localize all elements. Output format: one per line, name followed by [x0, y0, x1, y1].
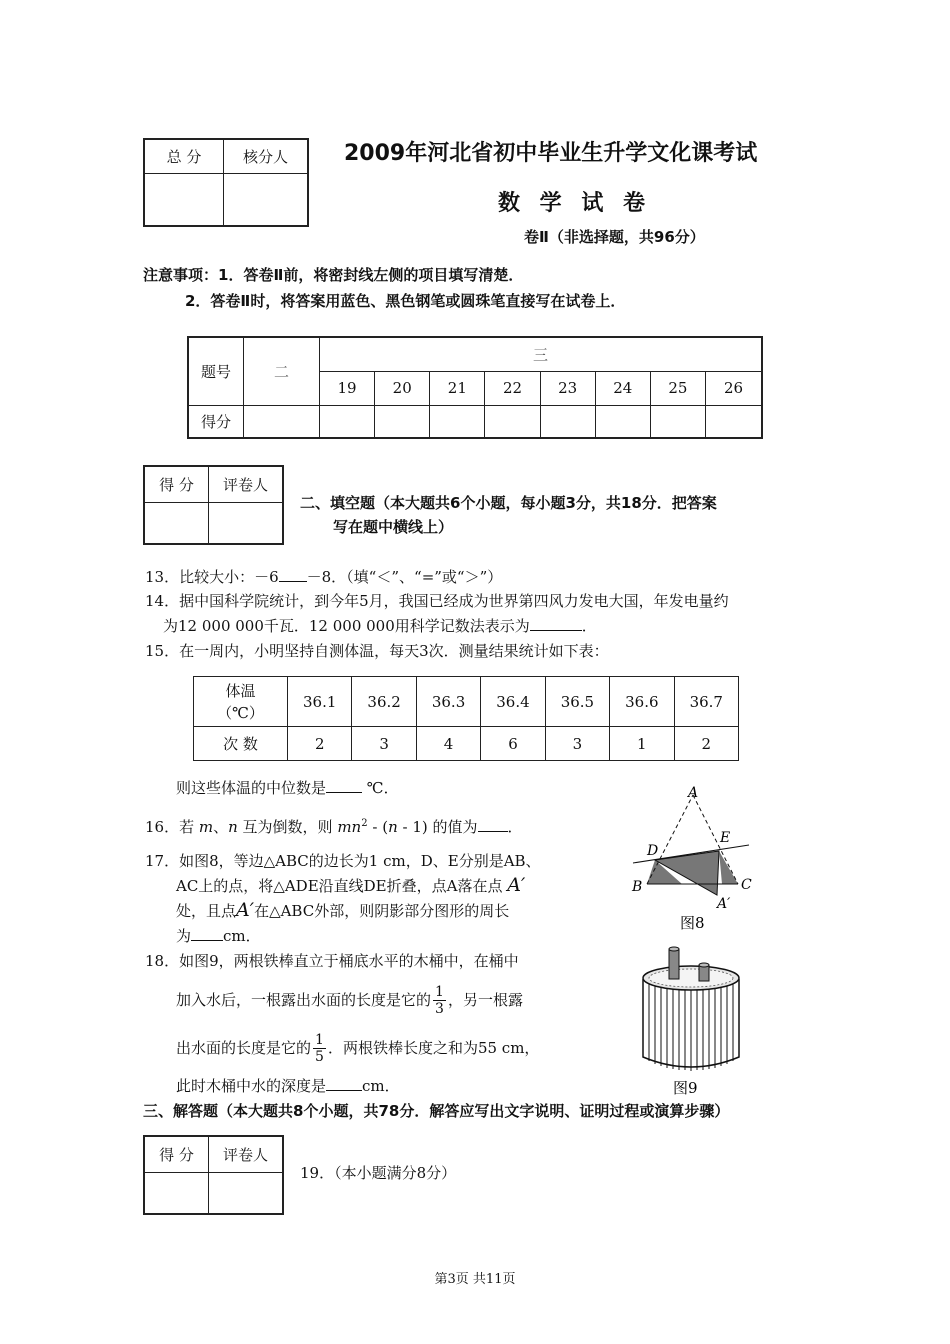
fig8-label-b: B: [632, 879, 643, 895]
q17-line3a: 处，且点: [176, 902, 237, 920]
q18-answer-blank[interactable]: [326, 1074, 362, 1091]
fig8-caption: 图8: [680, 914, 705, 932]
score-table-section3: 三: [320, 337, 763, 371]
q15-answer-a: 则这些体温的中位数是: [176, 779, 327, 797]
q16-b: 互为倒数，则: [237, 818, 338, 836]
total-score-box: [143, 138, 309, 227]
score-field-q21[interactable]: [430, 405, 485, 438]
fig8-label-d: D: [647, 843, 659, 859]
q17-line2-text: AC上的点，将△ADE沿直线DE折叠，点A落在点: [176, 877, 503, 895]
score-field-q26[interactable]: [705, 405, 762, 438]
score-table-q23: 23: [540, 371, 595, 405]
fig8-label-e: E: [720, 830, 731, 846]
notes-line-2: 2．答卷Ⅱ时，将答案用蓝色、黑色钢笔或圆珠笔直接写在试卷上．: [185, 292, 626, 310]
score-checker-label: 核分人: [224, 139, 309, 173]
score-table-q26: 26: [705, 371, 762, 405]
total-score-field[interactable]: [144, 173, 224, 226]
question-19: 19．（本小题满分8分）: [300, 1164, 457, 1182]
question-17-line1: 17．如图8，等边△ABC的边长为1 cm，D、E分别是AB、: [145, 852, 541, 870]
q16-end: ．: [507, 818, 523, 836]
q18-frac1-num: 1: [435, 983, 444, 1000]
fig9-rod-tall: [669, 949, 679, 979]
fig8-label-aprime: A′: [717, 896, 731, 912]
section2-heading-line2: 写在题中横线上）: [333, 518, 454, 536]
score-table-q25: 25: [650, 371, 705, 405]
count-cell: 3: [545, 727, 609, 761]
q16-sep: 、: [213, 818, 229, 836]
q14-line2-end: ．: [581, 617, 597, 635]
q18-frac1-den: 3: [435, 1000, 444, 1017]
score-table-q19: 19: [320, 371, 375, 405]
q16-expr-end: - 1) 的值为: [397, 818, 478, 836]
grader-name-field[interactable]: [209, 1172, 284, 1214]
q17-line3b: 在△ABC外部，则阴影部分图形的周长: [254, 902, 510, 920]
count-cell: 3: [352, 727, 416, 761]
q18-line4a: 此时木桶中水的深度是: [176, 1077, 327, 1095]
score-checker-field[interactable]: [224, 173, 309, 226]
question-17-line2: [176, 874, 525, 897]
page-footer: 第3页 共11页: [434, 1272, 516, 1287]
question-14-line2: [163, 614, 597, 637]
score-field-q25[interactable]: [650, 405, 705, 438]
count-cell: 6: [481, 727, 545, 761]
temp-label-b: （℃）: [217, 703, 264, 722]
question-14-line1: 14．据中国科学院统计，到今年5月，我国已经成为世界第四风力发电大国，年发电量约: [145, 592, 729, 610]
score-table-section2: 二: [244, 337, 320, 405]
question-17-line3: [176, 899, 509, 922]
q17-answer-blank[interactable]: [191, 924, 223, 941]
score-field-q19[interactable]: [320, 405, 375, 438]
temp-cell: 36.3: [416, 677, 480, 727]
fig8-label-c: C: [741, 877, 752, 893]
grader-score-label: 得 分: [144, 1136, 209, 1172]
fig9-water-surface: [649, 969, 733, 987]
question-18-line4: [176, 1074, 400, 1097]
score-table-q20: 20: [375, 371, 430, 405]
q14-line2-text: 为12 000 000千瓦．12 000 000用科学记数法表示为: [163, 617, 530, 635]
temp-cell: 36.2: [352, 677, 416, 727]
question-13: [145, 565, 502, 588]
temperature-table: [193, 676, 739, 761]
q18-frac2-den: 5: [315, 1048, 324, 1065]
q15-answer-b: ℃．: [362, 779, 399, 797]
q18-line2a: 加入水后，一根露出水面的长度是它的: [176, 991, 432, 1009]
grader-score-field[interactable]: [144, 1172, 209, 1214]
q17-aprime-2: A′: [236, 899, 255, 921]
exam-subtitle: 数 学 试 卷: [498, 191, 651, 216]
grader-score-label: 得 分: [144, 466, 209, 502]
question-18-line1: 18．如图9，两根铁棒直立于桶底水平的木桶中，在桶中: [145, 952, 519, 970]
fig9-caption: 图9: [673, 1079, 698, 1097]
question-15-answer: [176, 776, 399, 799]
q14-answer-blank[interactable]: [530, 614, 582, 631]
q18-line4b: cm．: [362, 1077, 400, 1095]
score-field-section2[interactable]: [244, 405, 320, 438]
q13-text-a: 13．比较大小：－6: [145, 568, 279, 586]
count-cell: 4: [416, 727, 480, 761]
q16-expr-mn: mn: [337, 818, 362, 836]
score-table-q21: 21: [430, 371, 485, 405]
grader-name-label: 评卷人: [209, 1136, 284, 1172]
q16-sup: 2: [361, 818, 368, 829]
temp-label-a: 体温: [225, 681, 256, 700]
fig8-label-a: A: [688, 785, 699, 801]
grader-box-q19: [143, 1135, 284, 1215]
question-15-text: 15．在一周内，小明坚持自测体温，每天3次．测量结果统计如下表：: [145, 642, 609, 660]
question-18-line2: [176, 978, 523, 1022]
grader-box-section2: [143, 465, 284, 545]
count-row-label: 次 数: [194, 727, 288, 761]
temp-cell: 36.5: [545, 677, 609, 727]
question-17-line4: [176, 924, 261, 947]
q17-line4a: 为: [176, 927, 192, 945]
score-field-q24[interactable]: [595, 405, 650, 438]
total-score-label: 总 分: [144, 139, 224, 173]
notes-line-1: 注意事项：1．答卷Ⅱ前，将密封线左侧的项目填写清楚．: [143, 266, 524, 284]
q13-answer-blank[interactable]: [279, 565, 307, 582]
fig9-rod-tall-top: [669, 947, 679, 951]
score-field-q23[interactable]: [540, 405, 595, 438]
q18-fraction-1: [433, 984, 446, 1017]
count-cell: 2: [288, 727, 352, 761]
q13-text-b: －8．（填“＜”、“=”或“＞”）: [306, 568, 503, 586]
count-cell: 1: [610, 727, 674, 761]
q16-n: n: [228, 818, 238, 836]
q15-answer-blank[interactable]: [326, 776, 362, 793]
temp-row-label: [194, 677, 288, 727]
score-table-number-label: 题号: [188, 337, 244, 405]
q16-a: 16．若: [145, 818, 199, 836]
q18-line3a: 出水面的长度是它的: [176, 1039, 312, 1057]
section2-heading-line1: 二、填空题（本大题共6个小题，每小题3分，共18分．把答案: [300, 494, 717, 512]
q16-expr-rest: - (: [367, 818, 389, 836]
score-table-q22: 22: [485, 371, 540, 405]
figure-8: [625, 780, 760, 935]
section3-heading: 三、解答题（本大题共8个小题，共78分．解答应写出文字说明、证明过程或演算步骤）: [143, 1102, 730, 1120]
temp-cell: 36.4: [481, 677, 545, 727]
grader-name-field[interactable]: [209, 502, 284, 544]
score-table-q24: 24: [595, 371, 650, 405]
temp-cell: 36.6: [610, 677, 674, 727]
fig9-rod-short-top: [699, 963, 709, 967]
score-field-q20[interactable]: [375, 405, 430, 438]
question-16: [145, 813, 523, 838]
count-cell: 2: [674, 727, 738, 761]
q18-frac2-num: 1: [315, 1031, 324, 1048]
q18-fraction-2: [313, 1032, 326, 1065]
score-field-q22[interactable]: [485, 405, 540, 438]
q16-answer-blank[interactable]: [478, 815, 508, 832]
score-table-score-label: 得分: [188, 405, 244, 438]
score-table: [187, 336, 763, 439]
exam-title: 2009年河北省初中毕业生升学文化课考试: [344, 141, 758, 166]
grader-name-label: 评卷人: [209, 466, 284, 502]
temp-cell: 36.1: [288, 677, 352, 727]
q16-n2: n: [388, 818, 398, 836]
temp-cell: 36.7: [674, 677, 738, 727]
figure-9: [635, 945, 750, 1100]
volume-note: 卷Ⅱ（非选择题，共96分）: [524, 228, 705, 246]
q18-line2b: ，另一根露: [447, 991, 523, 1009]
q17-line4b: cm．: [223, 927, 261, 945]
grader-score-field[interactable]: [144, 502, 209, 544]
q17-aprime: A′: [507, 874, 526, 896]
q18-line3b: ．两根铁棒长度之和为55 cm，: [327, 1039, 540, 1057]
q16-m: m: [198, 818, 214, 836]
question-18-line3: [176, 1026, 539, 1070]
